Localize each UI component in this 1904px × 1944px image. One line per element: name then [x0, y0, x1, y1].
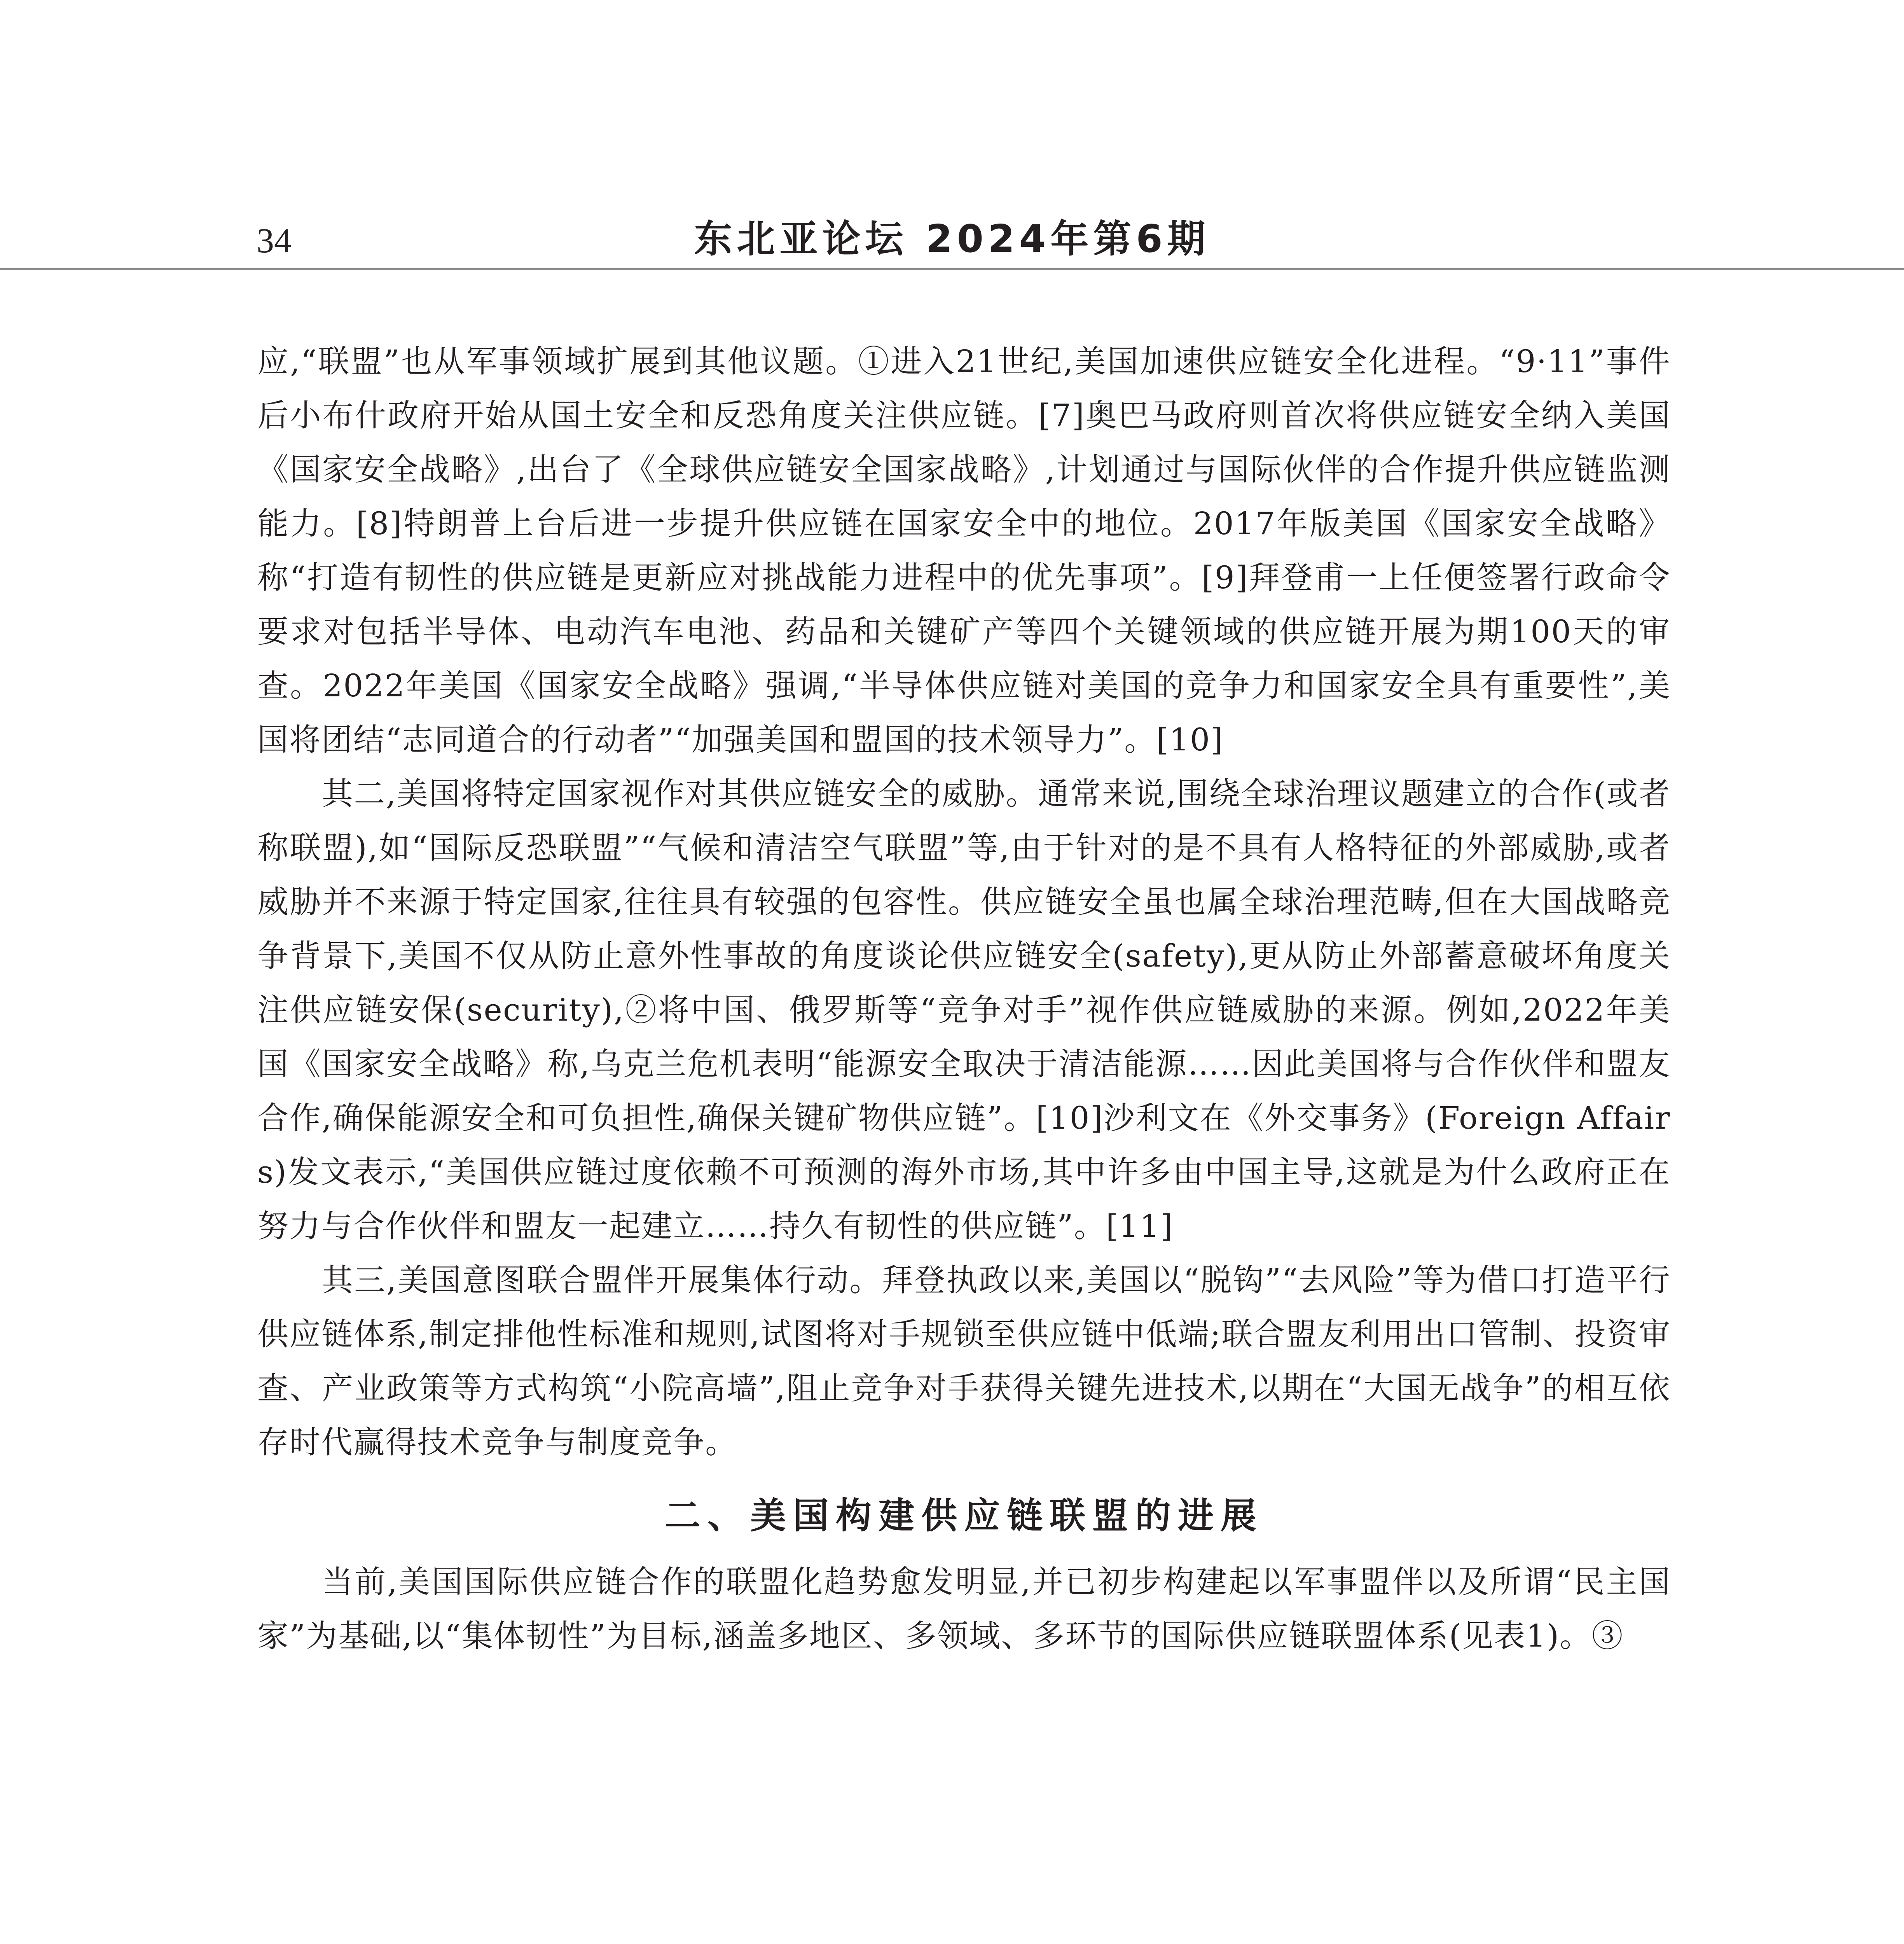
page-number: 34 — [257, 222, 292, 260]
body-paragraph: 其三,美国意图联合盟伴开展集体行动。拜登执政以来,美国以“脱钩”“去风险”等为借口打造平行供应链体系,制定排他性标准和规则,试图将对手规锁至供应链中低端;联合盟友利用出口管制、投资审查、产业政策等方式构筑“小院高墙”,阻止竞争对手获得关键先进技术,以期在“大国无战争”的相互依存时代赢得技术竞争与制度竞争。 — [257, 1262, 1671, 1460]
body-paragraph: 应,“联盟”也从军事领域扩展到其他议题。①进入21世纪,美国加速供应链安全化进程。“9·11”事件后小布什政府开始从国土安全和反恐角度关注供应链。[7]奥巴马政府则首次将供应链安全纳入美国《国家安全战略》,出台了《全球供应链安全国家战略》,计划通过与国际伙伴的合作提升供应链监测能力。[8]特朗普上台后进一步提升供应链在国家安全中的地位。2017年版美国《国家安全战略》称“打造有韧性的供应链是更新应对挑战能力进程中的优先事项”。[9]拜登甫一上任便签署行政命令要求对包括半导体、电动汽车电池、药品和关键矿产等四个关键领域的供应链开展为期100天的审查。2022年美国《国家安全战略》强调,“半导体供应链对美国的竞争力和国家安全具有重要性”,美国将团结“志同道合的行动者”“加强美国和盟国的技术领导力”。[10] — [257, 343, 1671, 758]
main-text — [257, 334, 1671, 1663]
page-header — [0, 202, 1904, 270]
body-paragraph: 其二,美国将特定国家视作对其供应链安全的威胁。通常来说,围绕全球治理议题建立的合作(或者称联盟),如“国际反恐联盟”“气候和清洁空气联盟”等,由于针对的是不具有人格特征的外部威胁,或者威胁并不来源于特定国家,往往具有较强的包容性。供应链安全虽也属全球治理范畴,但在大国战略竞争背景下,美国不仅从防止意外性事故的角度谈论供应链安全(safety),更从防止外部蓄意破坏角度关注供应链安保(security),②将中国、俄罗斯等“竞争对手”视作供应链威胁的来源。例如,2022年美国《国家安全战略》称,乌克兰危机表明“能源安全取决于清洁能源……因此美国将与合作伙伴和盟友合作,确保能源安全和可负担性,确保关键矿物供应链”。[10]沙利文在《外交事务》(Foreign Affairs)发文表示,“美国供应链过度依赖不可预测的海外市场,其中许多由中国主导,这就是为什么政府正在努力与合作伙伴和盟友一起建立……持久有韧性的供应链”。[11] — [257, 776, 1671, 1244]
section-heading: 二、美国构建供应链联盟的进展 — [664, 1495, 1263, 1537]
body-paragraph: 当前,美国国际供应链合作的联盟化趋势愈发明显,并已初步构建起以军事盟伴以及所谓“民主国家”为基础,以“集体韧性”为目标,涵盖多地区、多领域、多环节的国际供应链联盟体系(见表1)。③ — [257, 1564, 1671, 1654]
journal-title: 东北亚论坛 2024年第6期 — [694, 217, 1210, 261]
